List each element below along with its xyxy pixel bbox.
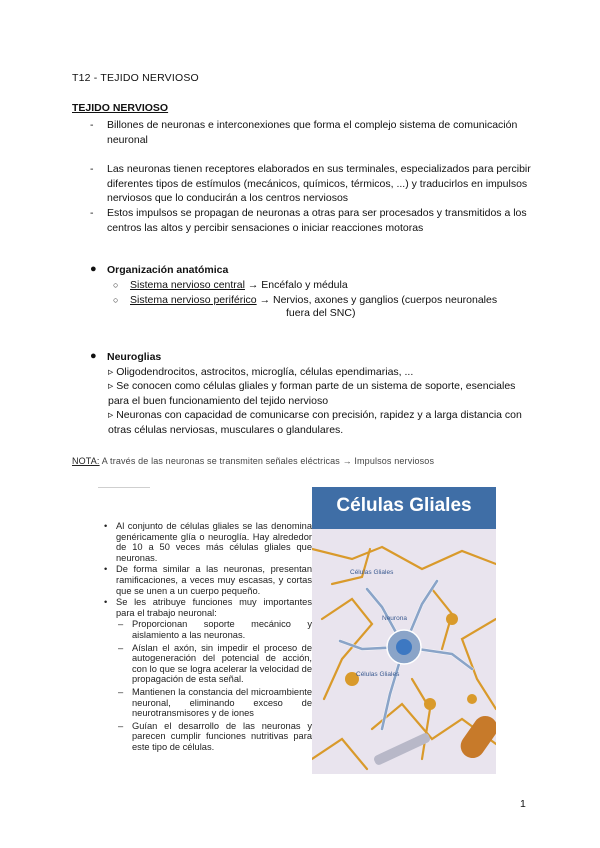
figure-divider <box>98 487 150 488</box>
note-label: NOTA: <box>72 456 100 466</box>
dash-icon: – <box>118 619 124 630</box>
figure-subpoint-text: Guían el desarrollo de las neuronas y parecen cumplir funciones nutritivas para este tipo de células. <box>132 720 312 752</box>
bullet-icon: ● <box>90 350 97 362</box>
label-glia-bottom: Células Gliales <box>356 671 400 678</box>
neuroglias-heading-text: Neuroglias <box>107 351 162 363</box>
neuroglias-item: ▹ Se conocen como células gliales y forman parte de un sistema de soporte, esenciales para el buen funcionamiento del tejido nervioso <box>108 380 516 407</box>
neuron-nucleus <box>396 639 412 655</box>
bullet-icon: • <box>104 521 108 531</box>
organizacion-desc-cont: fuera del SNC) <box>286 307 356 319</box>
figure-point-text: Al conjunto de células gliales se las denomina genéricamente glía o neuroglía. Hay alrededor de 10 a 50 veces más células gliales que neuronas. <box>116 521 312 563</box>
figure-banner-title: Células Gliales <box>336 495 472 516</box>
figure-point-text: Se les atribuye funciones muy importantes para el trabajo neuronal: <box>116 597 312 618</box>
figure-subpoint-text: Proporcionan soporte mecánico y aislamiento a las neuronas. <box>132 619 312 640</box>
figure-subpoint-text: Aíslan el axón, sin impedir el proceso de autogeneración del potencial de acción, con lo que se logra acelerar la velocidad de propagación de esta señal. <box>132 642 312 685</box>
intro-item-text: Estos impulsos se propagan de neuronas a otras para ser procesados y transmitidos a los centros las altos y percibir sensaciones o iniciar reacciones motoras <box>107 207 527 234</box>
circle-bullet-icon: ○ <box>113 280 119 290</box>
figure-subpoint <box>104 721 312 753</box>
organizacion-heading-text: Organización anatómica <box>107 264 229 276</box>
organizacion-term: Sistema nervioso central <box>130 279 245 291</box>
bullet-icon: • <box>104 564 108 575</box>
neuroglias-item: ▹ Oligodendrocitos, astrocitos, microglía, células ependimarias, ... <box>108 366 414 378</box>
dash-mark: - <box>90 119 94 131</box>
organizacion-desc: → Nervios, axones y ganglios (cuerpos neuronales <box>259 294 498 306</box>
figure-point <box>104 597 312 618</box>
figure-point <box>104 521 312 563</box>
figure-subpoint <box>104 687 312 719</box>
organizacion-heading <box>90 264 228 276</box>
intro-item-text: Billones de neuronas e interconexiones que forma el complejo sistema de comunicación neuronal <box>107 119 518 146</box>
figure-bullet-list <box>104 521 312 754</box>
neuroglias-item: ▹ Neuronas con capacidad de comunicarse con precisión, rapidez y a larga distancia con otras células nerviosas, musculares o glandulares. <box>108 409 522 436</box>
neuroglias-heading <box>90 351 161 363</box>
page-number: 1 <box>520 798 526 810</box>
label-neuron: Neurona <box>382 615 407 622</box>
neuron-glia-illustration <box>312 529 496 774</box>
circle-bullet-icon: ○ <box>113 295 119 305</box>
bullet-icon: ● <box>90 263 97 275</box>
figure-subpoint <box>104 619 312 640</box>
note <box>72 456 434 466</box>
glial-cell <box>467 694 477 704</box>
dash-icon: – <box>118 642 124 653</box>
figure-subpoint <box>104 643 312 685</box>
intro-item <box>90 118 538 147</box>
glial-cells-figure <box>98 487 496 774</box>
intro-item-text: Las neuronas tienen receptores elaborados en sus terminales, especializados para percibir diferentes tipos de estímulos (mecánicos, químicos, térmicos, ...) y traducirlos en impulsos nerviosos que lo conducirán a los centros nerviosos <box>107 163 531 204</box>
figure-text-panel <box>98 487 312 774</box>
organizacion-item <box>113 293 497 308</box>
figure-point <box>104 564 312 596</box>
figure-image-panel <box>312 487 496 774</box>
glial-cell <box>446 613 458 625</box>
bullet-icon: • <box>104 597 108 608</box>
organizacion-item <box>113 278 348 293</box>
organizacion-desc: → Encéfalo y médula <box>247 279 348 291</box>
dash-icon: – <box>118 686 124 697</box>
dash-mark: - <box>90 163 94 175</box>
section-title: TEJIDO NERVIOSO <box>72 102 169 114</box>
glial-cell <box>424 698 436 710</box>
organizacion-term: Sistema nervioso periférico <box>130 294 257 306</box>
dash-mark: - <box>90 207 94 219</box>
label-glia-top: Células Gliales <box>350 569 394 576</box>
dash-icon: – <box>118 720 124 731</box>
note-text: A través de las neuronas se transmiten señales eléctricas → Impulsos nerviosos <box>101 456 435 466</box>
figure-subpoint-text: Mantienen la constancia del microambiente neuronal, eliminando exceso de neurotransmisores y de iones <box>132 686 312 719</box>
intro-item <box>90 206 538 235</box>
intro-item <box>90 162 538 206</box>
figure-point-text: De forma similar a las neuronas, presentan ramificaciones, a veces muy escasas, y cortas que se unen a un cuerpo pequeño. <box>116 564 312 596</box>
document-title: T12 - TEJIDO NERVIOSO <box>72 72 199 84</box>
